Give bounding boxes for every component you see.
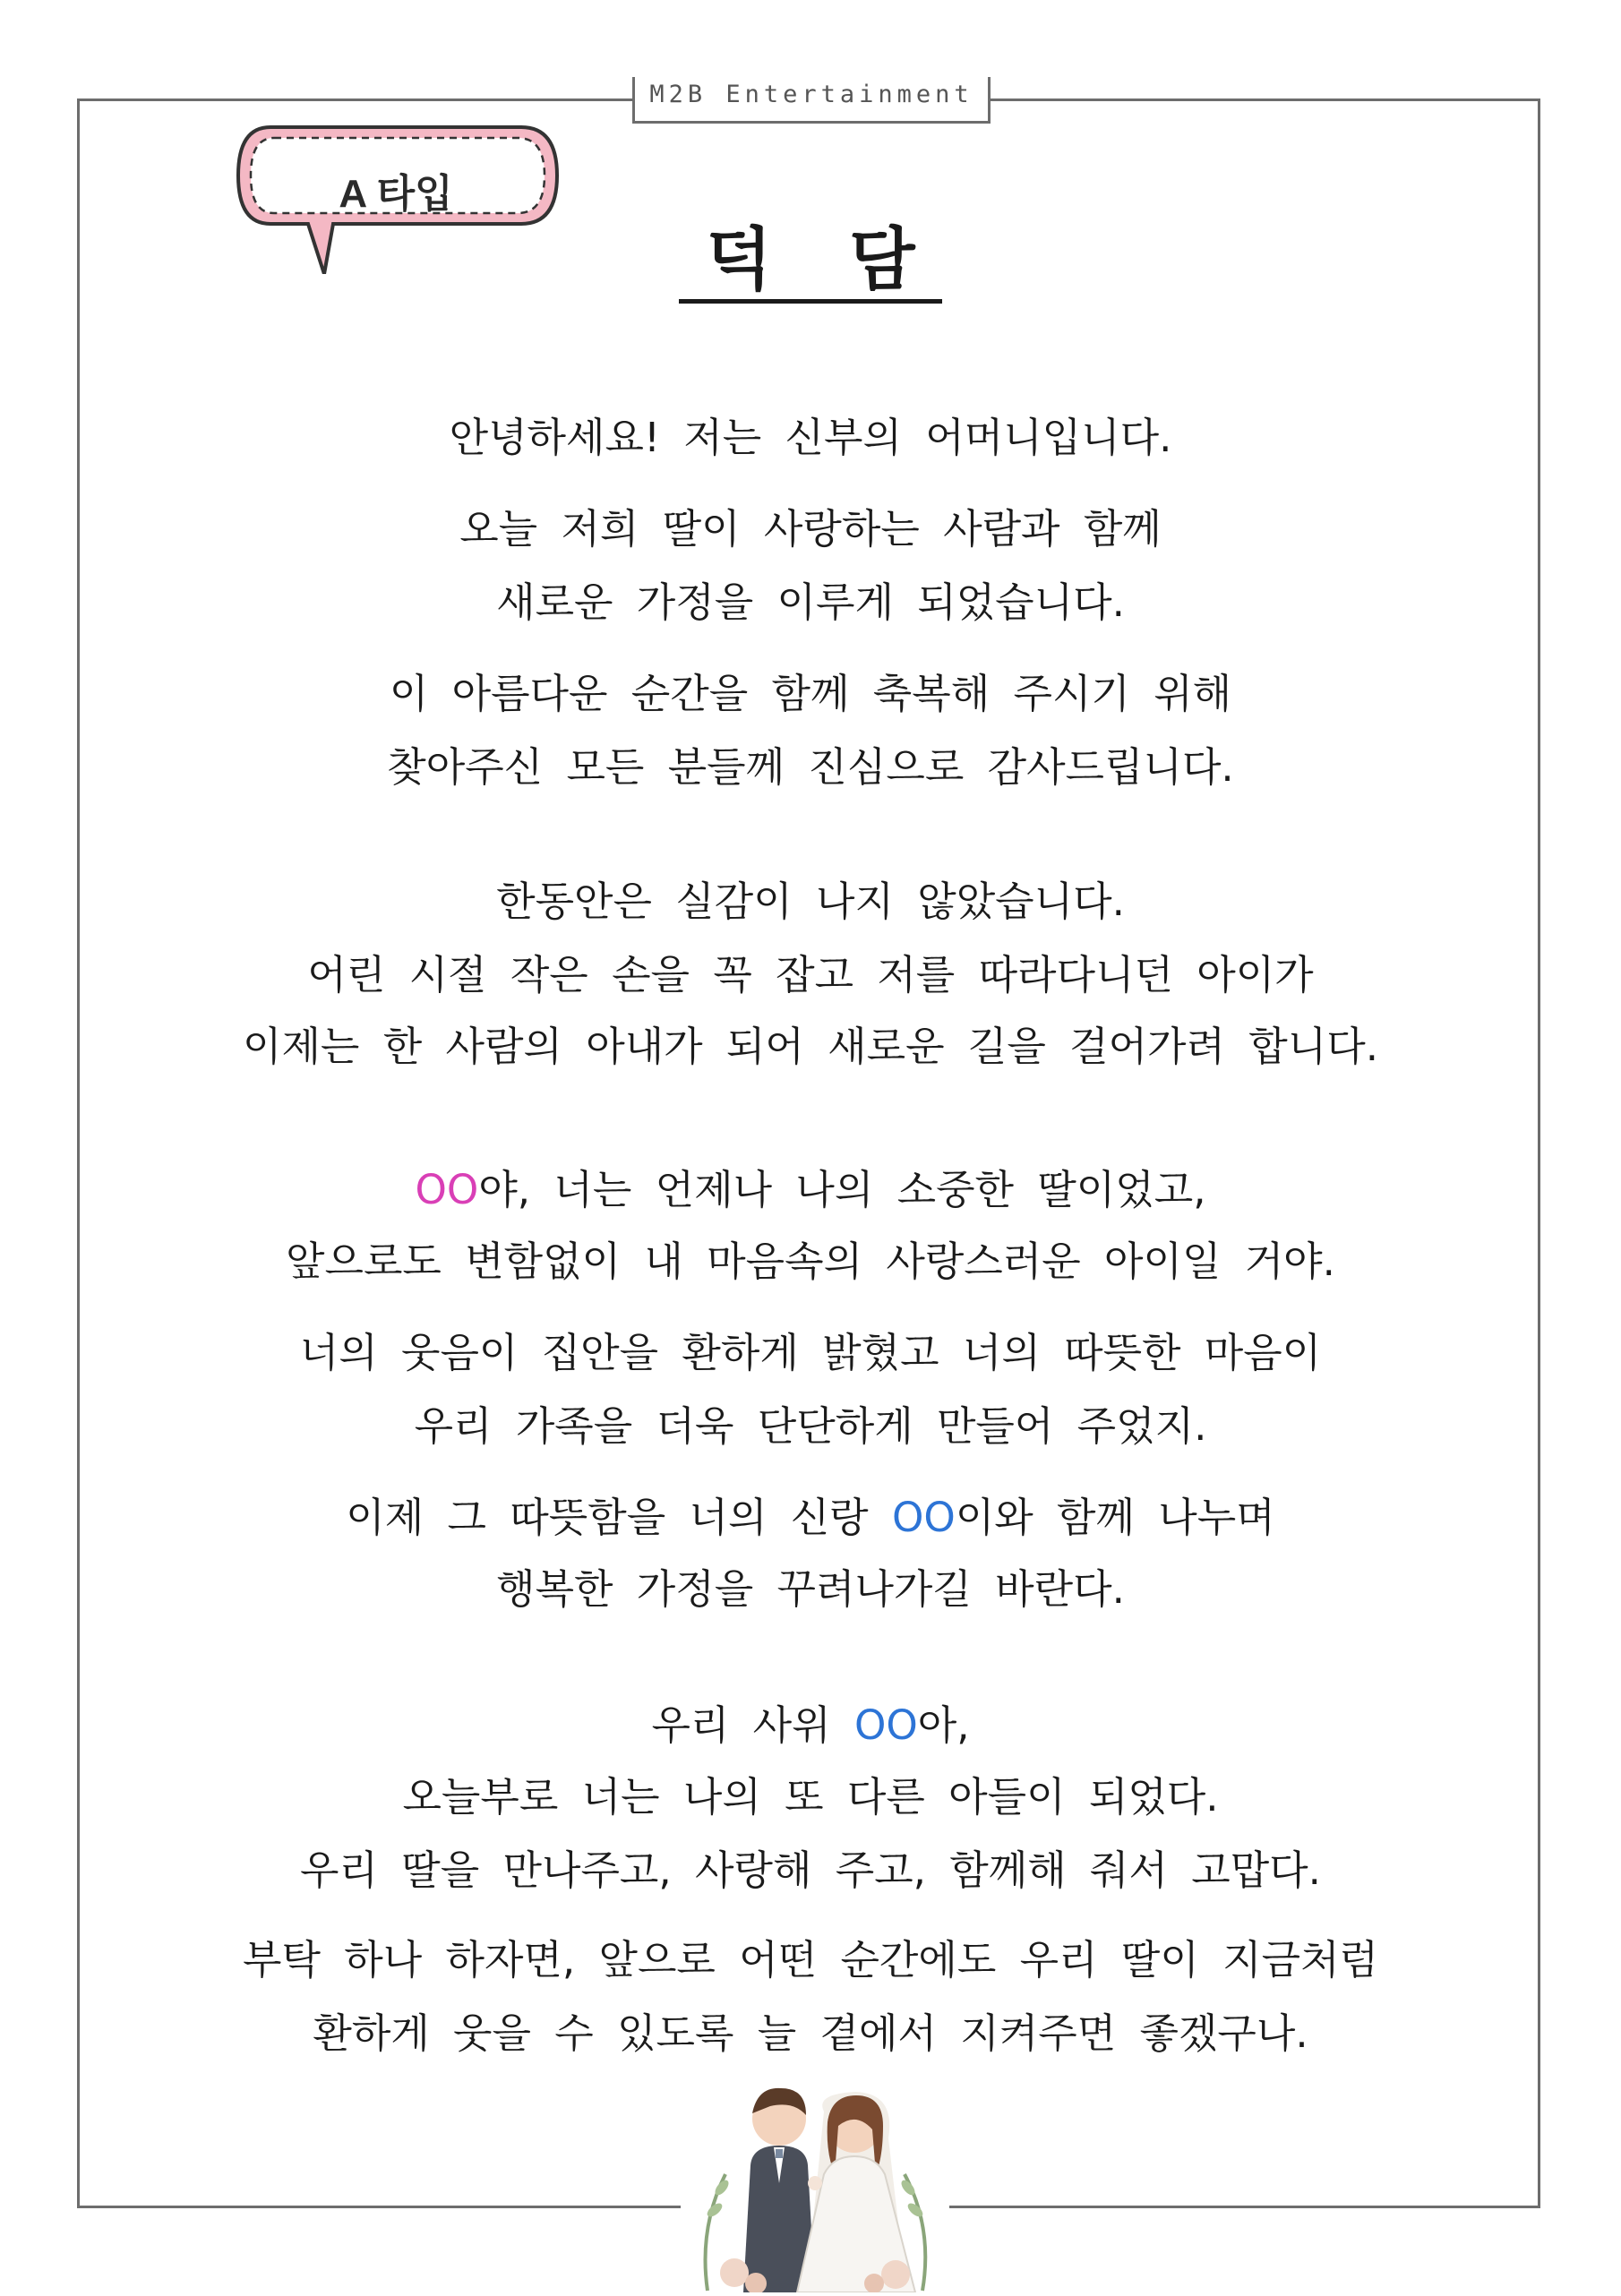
speech-line-15-end: 아,: [917, 1701, 970, 1749]
speech-line-15: [107, 1692, 1514, 1751]
brand-label: M2B Entertainment: [632, 77, 991, 124]
son-in-law-name-placeholder: OO: [853, 1701, 918, 1749]
speech-line-13-end: 이와 함께 나누며: [955, 1494, 1275, 1541]
speech-line-6: 한동안은 실감이 나지 않았습니다.: [496, 878, 1125, 925]
speech-line-14: 행복한 가정을 꾸려나가길 바란다.: [496, 1565, 1125, 1613]
speech-line-15-start: 우리 사위: [651, 1701, 854, 1749]
page-title: [0, 220, 1621, 304]
speech-line-4: 이 아름다운 순간을 함께 축복해 주시기 위해: [389, 670, 1232, 717]
speech-line-8: 이제는 한 사람의 아내가 되어 새로운 길을 걸어가려 합니다.: [242, 1023, 1379, 1070]
speech-line-18: 부탁 하나 하자면, 앞으로 어떤 순간에도 우리 딸이 지금처럼: [242, 1936, 1379, 1983]
speech-line-19: 환하게 웃을 수 있도록 늘 곁에서 지켜주면 좋겠구나.: [313, 2009, 1308, 2057]
speech-line-9-text: 야, 너는 언제나 나의 소중한 딸이었고,: [478, 1166, 1206, 1213]
speech-line-7: 어린 시절 작은 손을 꼭 잡고 저를 따라다니던 아이가: [307, 951, 1314, 998]
speech-line-10: 앞으로도 변함없이 내 마음속의 사랑스러운 아이일 거야.: [286, 1238, 1335, 1285]
speech-line-12: 우리 가족을 더욱 단단하게 만들어 주었지.: [414, 1402, 1207, 1450]
speech-line-13: [107, 1485, 1514, 1543]
speech-line-5: 찾아주신 모든 분들께 진심으로 감사드립니다.: [387, 743, 1234, 791]
speech-line-9: [107, 1157, 1514, 1215]
type-badge-label: A 타입: [339, 172, 453, 216]
groom-name-placeholder: OO: [891, 1494, 956, 1541]
wedding-couple-illustration: [681, 2076, 949, 2292]
speech-line-13-start: 이제 그 따뜻함을 너의 신랑: [346, 1494, 892, 1541]
speech-line-17: 우리 딸을 만나주고, 사랑해 주고, 함께해 줘서 고맙다.: [300, 1846, 1321, 1894]
page-title-text: 덕 담: [679, 220, 941, 304]
speech-line-1: 안녕하세요! 저는 신부의 어머니입니다.: [449, 414, 1172, 461]
speech-line-3: 새로운 가정을 이루게 되었습니다.: [496, 578, 1125, 626]
bride-name-placeholder: OO: [415, 1166, 479, 1213]
speech-line-11: 너의 웃음이 집안을 환하게 밝혔고 너의 따뜻한 마음이: [299, 1329, 1322, 1376]
speech-line-16: 오늘부로 너는 나의 또 다른 아들이 되었다.: [402, 1773, 1219, 1821]
speech-line-2: 오늘 저희 딸이 사랑하는 사람과 함께: [459, 505, 1162, 553]
wedding-couple-icon: [681, 2076, 949, 2292]
